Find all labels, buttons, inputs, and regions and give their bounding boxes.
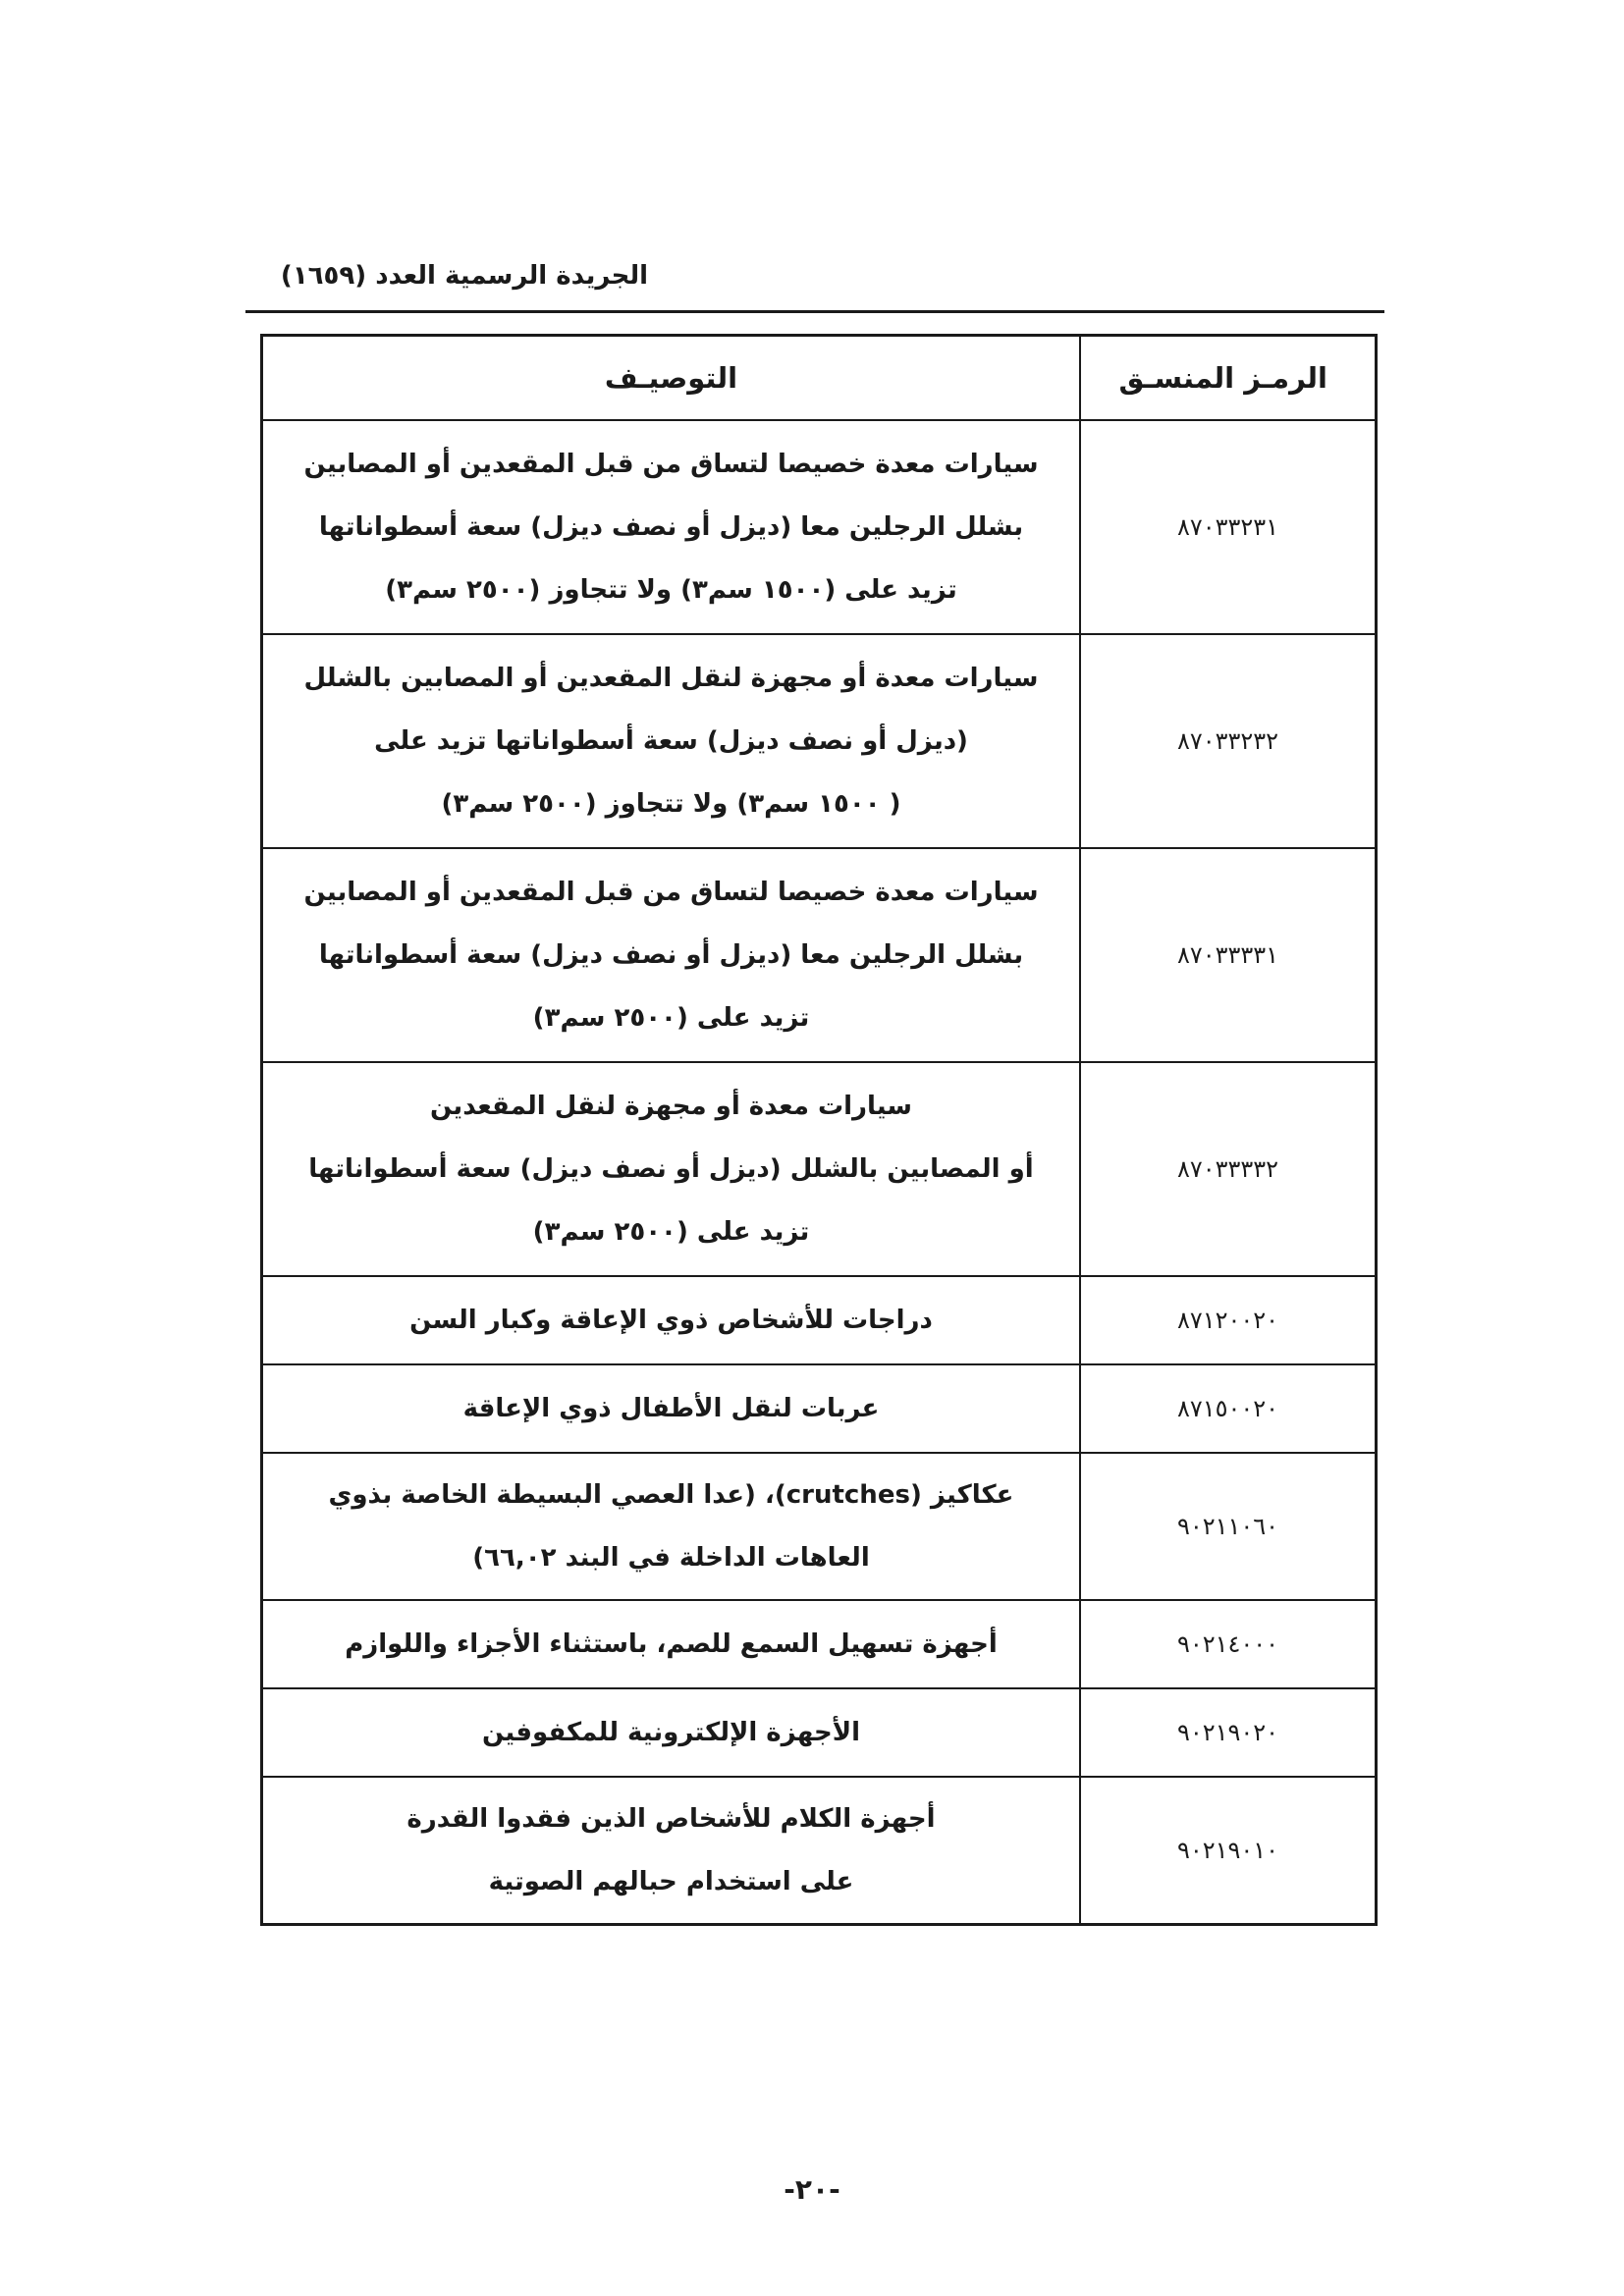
hs-code-cell: ٩٠٢١٩٠١٠ <box>1080 1777 1375 1923</box>
description-column-header: التوصيـف <box>263 337 1080 420</box>
description-line: أجهزة الكلام للأشخاص الذين فقدوا القدرة <box>406 1804 936 1834</box>
description-line: الأجهزة الإلكترونية للمكفوفين <box>481 1718 861 1747</box>
tariff-table-grid <box>263 337 1375 1923</box>
table-row <box>263 1688 1375 1777</box>
tariff-table <box>260 334 1378 1926</box>
description-line: على استخدام حبالهم الصوتية <box>488 1867 854 1896</box>
table-row <box>263 1453 1375 1600</box>
description-line: دراجات للأشخاص ذوي الإعاقة وكبار السن <box>409 1306 933 1335</box>
description-line: بشلل الرجلين معا (ديزل أو نصف ديزل) سعة أسطواناتها <box>318 512 1024 542</box>
hs-code-cell: ٨٧١٢٠٠٢٠ <box>1080 1276 1375 1364</box>
description-line: سيارات معدة خصيصا لتساق من قبل المقعدين أو المصابين <box>303 878 1039 907</box>
table-row <box>263 420 1375 634</box>
description-line: سيارات معدة أو مجهزة لنقل المقعدين أو المصابين بالشلل <box>303 664 1039 693</box>
page-header <box>245 257 1384 313</box>
table-row <box>263 634 1375 848</box>
hs-code-cell: ٨٧٠٣٣٣٣١ <box>1080 848 1375 1062</box>
hs-code-cell: ٨٧٠٣٣٢٣١ <box>1080 420 1375 634</box>
description-cell <box>263 1276 1080 1364</box>
table-row <box>263 1364 1375 1453</box>
table-header-row <box>263 337 1375 420</box>
description-line: سيارات معدة خصيصا لتساق من قبل المقعدين أو المصابين <box>303 450 1039 479</box>
description-cell <box>263 848 1080 1062</box>
description-line: العاهات الداخلة في البند ٦٦,٠٢) <box>472 1543 870 1573</box>
description-cell <box>263 1777 1080 1923</box>
hs-code-cell: ٨٧١٥٠٠٢٠ <box>1080 1364 1375 1453</box>
description-line: عكاكيز (crutches)، (عدا العصي البسيطة الخاصة بذوي <box>328 1480 1014 1510</box>
gazette-title: الجريدة الرسمية العدد (١٦٥٩) <box>280 261 648 291</box>
description-cell <box>263 1364 1080 1453</box>
description-line: (ديزل أو نصف ديزل) سعة أسطواناتها تزيد على <box>374 726 968 756</box>
description-cell <box>263 1688 1080 1777</box>
description-line: سيارات معدة أو مجهزة لنقل المقعدين <box>430 1092 912 1121</box>
description-line: أو المصابين بالشلل (ديزل أو نصف ديزل) سعة أسطواناتها <box>308 1154 1034 1184</box>
table-body <box>263 420 1375 1923</box>
description-line: ( ١٥٠٠ سم٣) ولا تتجاوز (٢٥٠٠ سم٣) <box>441 789 901 819</box>
description-line: تزيد على (١٥٠٠ سم٣) ولا تتجاوز (٢٥٠٠ سم٣) <box>385 575 957 605</box>
table-row <box>263 1777 1375 1923</box>
description-line: بشلل الرجلين معا (ديزل أو نصف ديزل) سعة أسطواناتها <box>318 940 1024 970</box>
description-cell <box>263 420 1080 634</box>
table-row <box>263 1062 1375 1276</box>
description-line: عربات لنقل الأطفال ذوي الإعاقة <box>462 1394 880 1423</box>
description-cell <box>263 1453 1080 1600</box>
code-column-header: الرمـز المنسـق <box>1080 337 1375 420</box>
description-line: أجهزة تسهيل السمع للصم، باستثناء الأجزاء واللوازم <box>345 1629 998 1659</box>
page-number: -٢٠- <box>784 2173 840 2206</box>
table-row <box>263 1276 1375 1364</box>
table-row <box>263 1600 1375 1688</box>
description-cell <box>263 1600 1080 1688</box>
hs-code-cell: ٩٠٢١١٠٦٠ <box>1080 1453 1375 1600</box>
table-row <box>263 848 1375 1062</box>
description-line: تزيد على (٢٥٠٠ سم٣) <box>532 1003 810 1033</box>
description-line: تزيد على (٢٥٠٠ سم٣) <box>532 1217 810 1247</box>
hs-code-cell: ٨٧٠٣٣٢٣٢ <box>1080 634 1375 848</box>
hs-code-cell: ٨٧٠٣٣٣٣٢ <box>1080 1062 1375 1276</box>
hs-code-cell: ٩٠٢١٩٠٢٠ <box>1080 1688 1375 1777</box>
hs-code-cell: ٩٠٢١٤٠٠٠ <box>1080 1600 1375 1688</box>
description-cell <box>263 634 1080 848</box>
description-cell <box>263 1062 1080 1276</box>
